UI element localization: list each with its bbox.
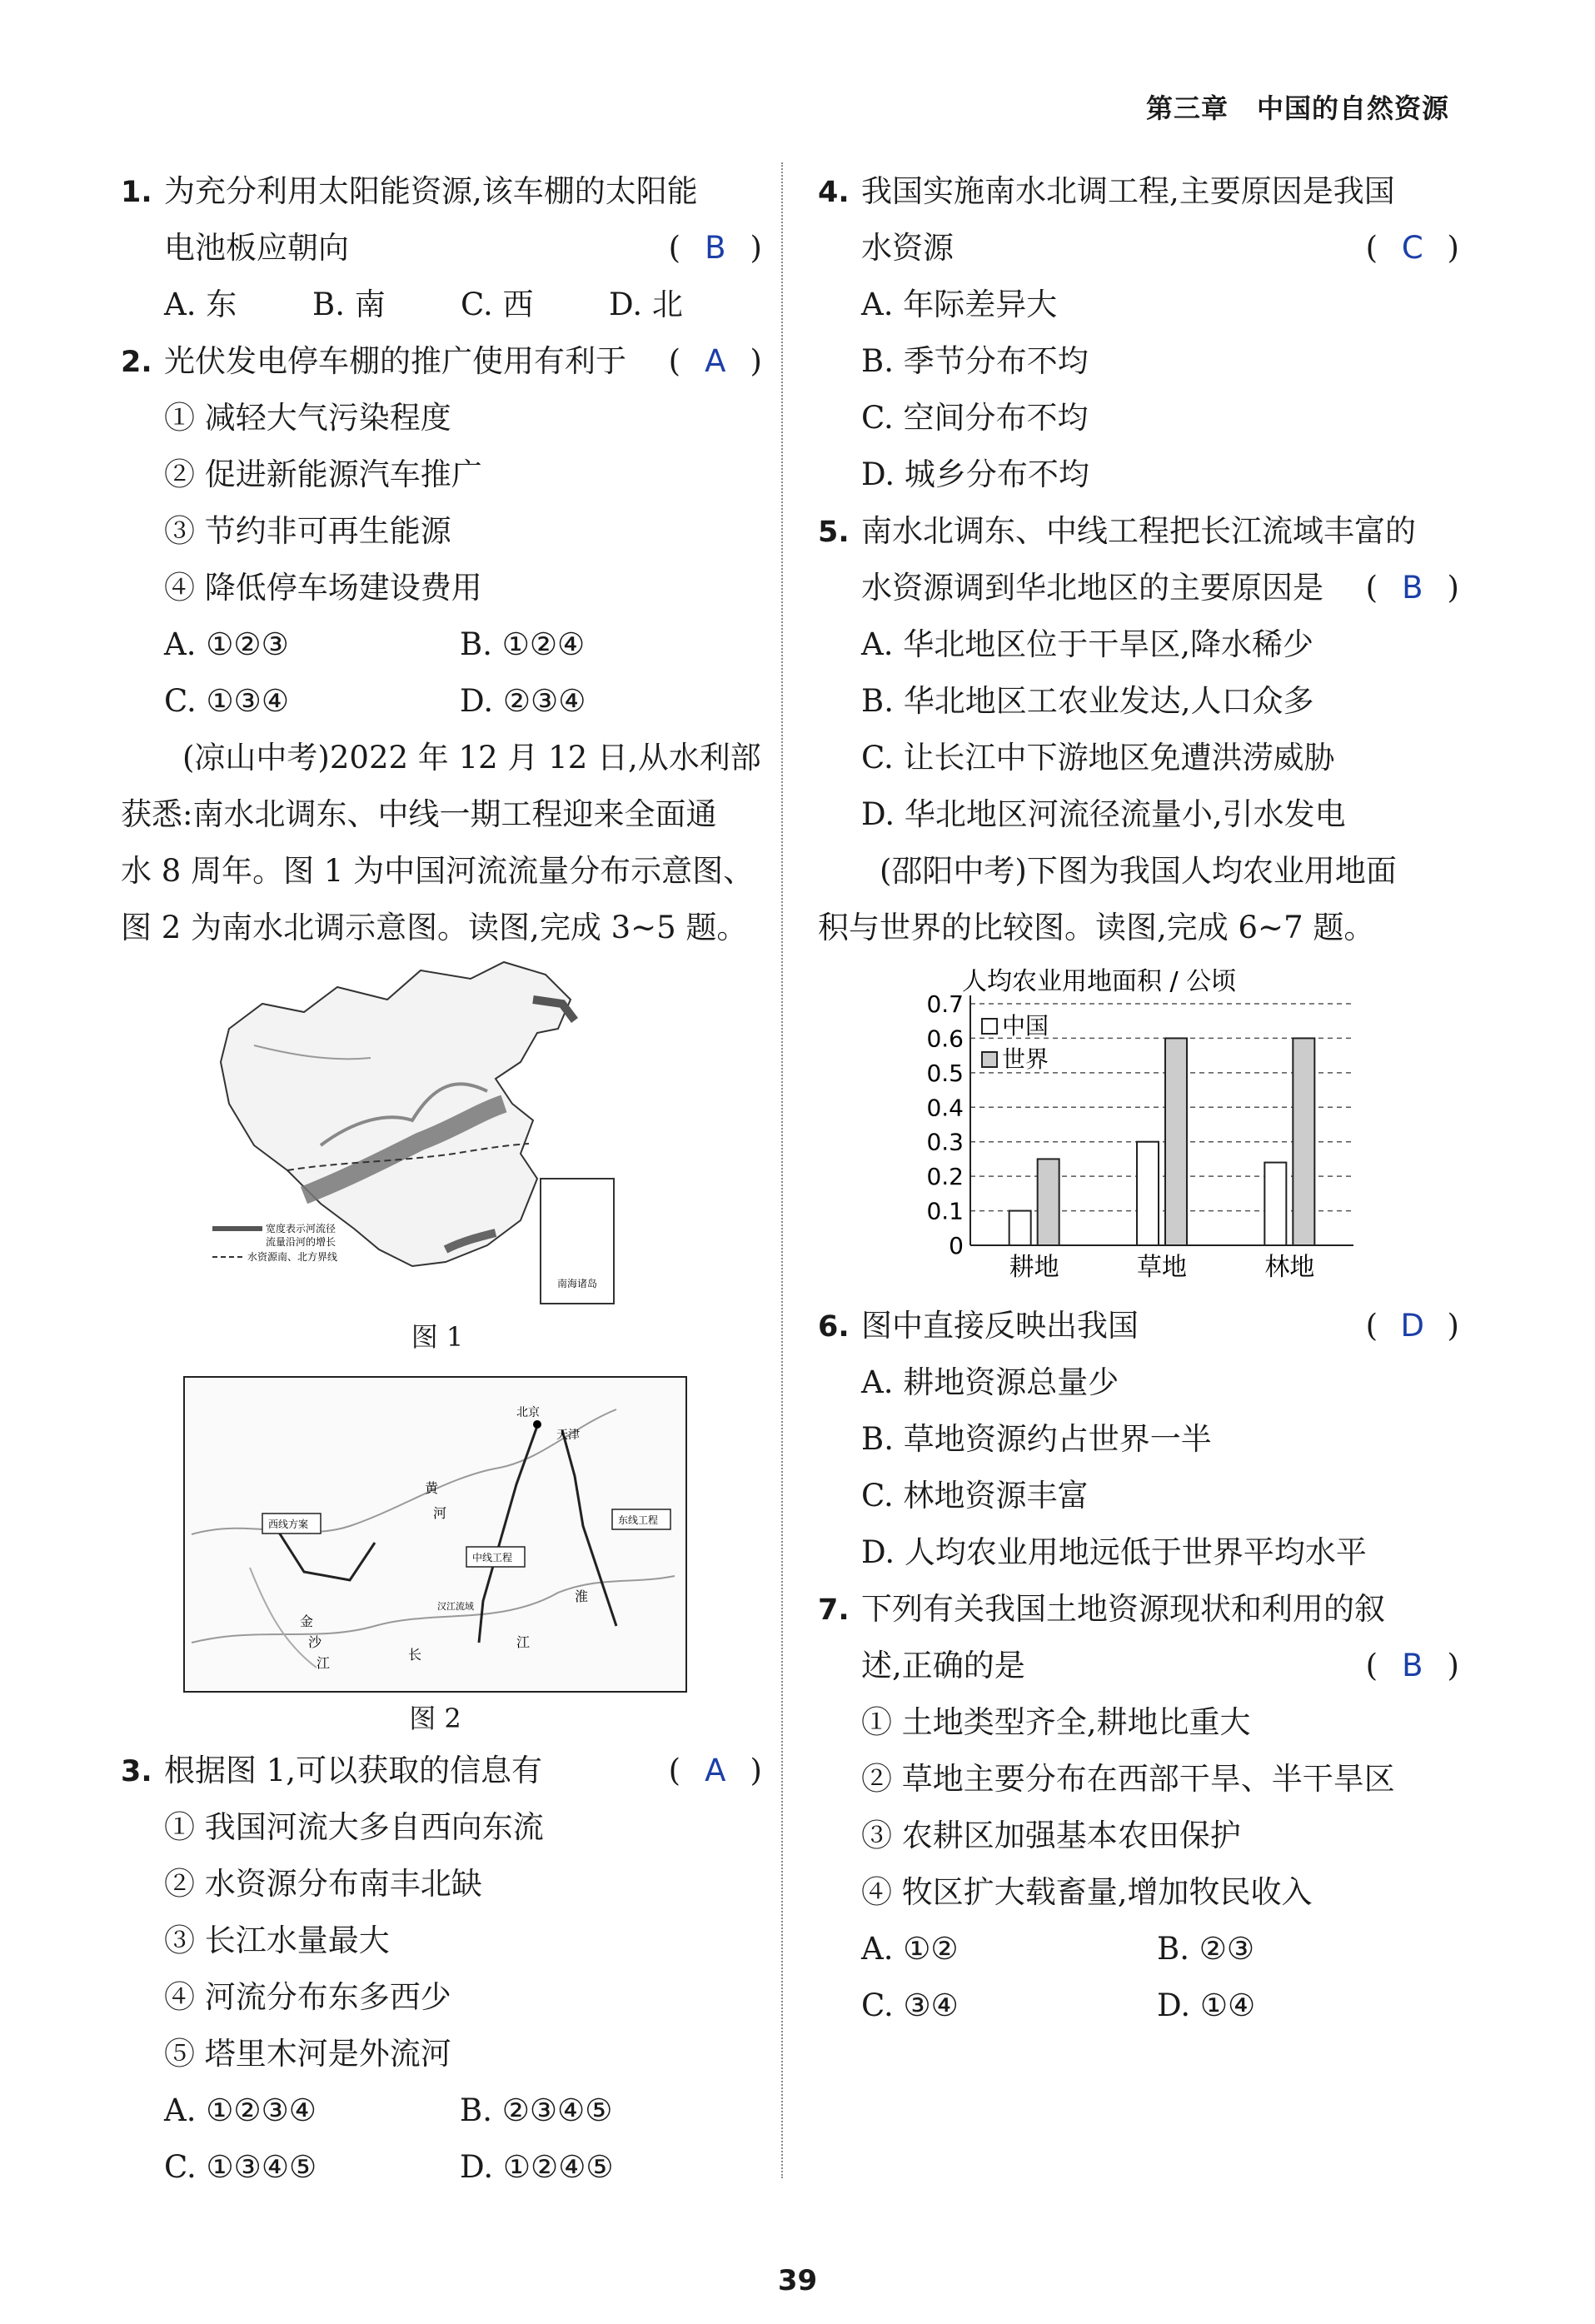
q5-answer: ( B ) — [1366, 560, 1459, 616]
q2-item-4: ④ 降低停车场建设费用 — [164, 570, 482, 606]
chapter-number: 第三章 — [1145, 92, 1229, 124]
y-tick-label-7: 0.7 — [926, 990, 964, 1018]
q7-option-c: C. ③④ — [861, 1987, 959, 2023]
q1-answer: ( B ) — [669, 220, 762, 277]
q6-q7-block — [818, 1298, 1459, 2034]
chart-x-ticks — [1009, 1253, 1315, 1282]
bar-中国-草地 — [1137, 1142, 1159, 1245]
intro35-line2: 获悉:南水北调东、中线一期工程迎来全面通 — [121, 796, 717, 832]
bar-中国-耕地 — [1009, 1211, 1031, 1245]
q2-answer-value: A — [705, 343, 726, 379]
q2-item-3: ③ 节约非可再生能源 — [164, 513, 451, 549]
q4-text2: 水资源 — [861, 230, 954, 266]
legend-flow-text2: 流量沿河的增长 — [266, 1236, 336, 1248]
q2-stem — [121, 333, 762, 390]
legend-swatch-0 — [982, 1019, 997, 1034]
q6-option-c: C. 林地资源丰富 — [861, 1478, 1089, 1514]
q4-option-d: D. 城乡分布不均 — [861, 456, 1089, 492]
intro35-line4: 图 2 为南水北调示意图。读图,完成 3~5 题。 — [121, 910, 748, 945]
q2-answer: ( A ) — [669, 333, 762, 390]
q6-option-d: D. 人均农业用地远低于世界平均水平 — [861, 1534, 1367, 1570]
bar-世界-草地 — [1165, 1038, 1187, 1245]
q4-option-c: C. 空间分布不均 — [861, 400, 1089, 436]
intro35-line3: 水 8 周年。图 1 为中国河流流量分布示意图、 — [121, 853, 755, 889]
river-label-jiang: 江 — [317, 1655, 331, 1671]
q6-option-b: B. 草地资源约占世界一半 — [861, 1421, 1212, 1457]
q1-option-c: C. 西 — [461, 287, 534, 322]
q7-option-a: A. ①② — [861, 1931, 959, 1967]
chapter-header — [1146, 87, 1449, 126]
figure1-river-flow-map — [204, 954, 687, 1312]
q3-options-row2 — [121, 2139, 762, 2196]
q6-number: 6. — [818, 1310, 850, 1344]
q6-text: 图中直接反映出我国 — [861, 1308, 1139, 1344]
legend-label-1: 世界 — [1002, 1045, 1049, 1073]
q5-answer-value: B — [1402, 570, 1423, 606]
q2-option-a: A. ①②③ — [164, 626, 289, 662]
q2-text: 光伏发电停车棚的推广使用有利于 — [164, 343, 626, 379]
q2-number: 2. — [121, 346, 152, 379]
map-frame — [184, 1377, 686, 1692]
inset-label: 南海诸岛 — [556, 1278, 598, 1289]
y-tick-label-0: 0 — [949, 1232, 964, 1259]
q2-option-b: B. ①②④ — [460, 626, 586, 662]
west-route-label: 西线方案 — [268, 1519, 309, 1530]
q5-text2: 水资源调到华北地区的主要原因是 — [861, 570, 1323, 606]
q3-item-1: ① 我国河流大多自西向东流 — [164, 1809, 544, 1845]
river-label-chang: 长 — [408, 1647, 422, 1663]
q2-item-2: ② 促进新能源汽车推广 — [164, 456, 482, 492]
intro35-line1: (凉山中考)2022 年 12 月 12 日,从水利部 — [182, 740, 761, 775]
y-tick-label-5: 0.5 — [926, 1059, 964, 1087]
east-route-label: 东线工程 — [618, 1514, 659, 1526]
river-label-huang: 黄 — [425, 1480, 439, 1496]
q7-option-b: B. ②③ — [1157, 1931, 1255, 1967]
right-column — [818, 163, 1459, 956]
q7-option-d: D. ①④ — [1157, 1987, 1256, 2023]
q3-item-5: ⑤ 塔里木河是外流河 — [164, 2036, 451, 2072]
q1-option-a: A. 东 — [164, 287, 237, 322]
q4-answer: ( C ) — [1366, 220, 1459, 277]
chapter-title: 中国的自然资源 — [1256, 92, 1449, 124]
q6-stem — [818, 1298, 1459, 1354]
q7-number: 7. — [818, 1593, 850, 1627]
q3-options-row1 — [121, 2082, 762, 2139]
q4-number: 4. — [818, 176, 850, 209]
q1-number: 1. — [121, 176, 152, 209]
q7-options-row1 — [818, 1921, 1459, 1977]
q4-answer-value: C — [1401, 230, 1423, 266]
q7-stem-line1 — [818, 1581, 1459, 1638]
q3-answer: ( A ) — [669, 1743, 762, 1799]
q7-item-2: ② 草地主要分布在西部干旱、半干旱区 — [861, 1761, 1395, 1797]
q1-text2: 电池板应朝向 — [164, 230, 349, 266]
river-label-sha: 沙 — [308, 1634, 322, 1650]
x-tick-label-0: 耕地 — [1009, 1253, 1059, 1282]
y-tick-label-6: 0.6 — [926, 1025, 964, 1053]
q5-option-a: A. 华北地区位于干旱区,降水稀少 — [861, 626, 1314, 662]
legend-swatch-1 — [982, 1052, 997, 1067]
q2-option-d: D. ②③④ — [460, 683, 586, 719]
q2-options-row2 — [121, 673, 762, 730]
q5-option-c: C. 让长江中下游地区免遭洪涝威胁 — [861, 740, 1335, 775]
q3-item-4: ④ 河流分布东多西少 — [164, 1979, 451, 2015]
q5-option-b: B. 华北地区工农业发达,人口众多 — [861, 683, 1314, 719]
q1-text: 为充分利用太阳能资源,该车棚的太阳能 — [164, 173, 698, 209]
q4-stem-line1 — [818, 163, 1459, 220]
q4-text: 我国实施南水北调工程,主要原因是我国 — [861, 173, 1395, 209]
legend-label-0: 中国 — [1002, 1012, 1049, 1040]
q4-option-a: A. 年际差异大 — [861, 287, 1058, 322]
left-column — [121, 163, 762, 956]
q7-options-row2 — [818, 1977, 1459, 2034]
q5-text: 南水北调东、中线工程把长江流域丰富的 — [861, 513, 1416, 549]
q7-item-4: ④ 牧区扩大载畜量,增加牧民收入 — [861, 1874, 1313, 1910]
q4-option-b: B. 季节分布不均 — [861, 343, 1089, 379]
q2-item-1: ① 减轻大气污染程度 — [164, 400, 451, 436]
page-number: 39 — [777, 2264, 818, 2297]
y-tick-label-1: 0.1 — [926, 1197, 964, 1225]
q5-stem-line2 — [818, 560, 1459, 616]
y-tick-label-2: 0.2 — [926, 1163, 964, 1191]
q1-option-b: B. 南 — [312, 287, 386, 322]
q1-answer-value: B — [705, 230, 726, 266]
q5-option-d: D. 华北地区河流径流量小,引水发电 — [861, 796, 1346, 832]
q3-block — [121, 1743, 762, 2196]
q1-stem-line1 — [121, 163, 762, 220]
y-tick-label-4: 0.4 — [926, 1094, 964, 1122]
q6-answer-value: D — [1400, 1308, 1425, 1344]
q3-option-d: D. ①②④⑤ — [460, 2149, 614, 2185]
q2-options-row1 — [121, 616, 762, 673]
q7-item-1: ① 土地类型齐全,耕地比重大 — [861, 1704, 1251, 1740]
chart-title: 人均农业用地面积 / 公顷 — [962, 967, 1237, 996]
chart-legend — [982, 1012, 1049, 1073]
q1-options — [121, 277, 762, 333]
river-label-han: 汉江流域 — [437, 1601, 474, 1612]
beijing-marker — [533, 1420, 541, 1429]
q5-stem-line1 — [818, 503, 1459, 560]
river-label-he: 河 — [433, 1505, 447, 1521]
intro67-line2: 积与世界的比较图。读图,完成 6~7 题。 — [818, 910, 1375, 945]
figure1-caption: 图 1 — [411, 1321, 464, 1353]
q7-answer: ( B ) — [1366, 1638, 1459, 1694]
x-tick-label-2: 林地 — [1264, 1253, 1315, 1282]
column-divider — [781, 162, 783, 2178]
figure2-caption: 图 2 — [409, 1703, 461, 1734]
beijing-label: 北京 — [516, 1406, 540, 1419]
q7-stem-line2 — [818, 1638, 1459, 1694]
bar-世界-林地 — [1293, 1038, 1314, 1245]
legend-flow-text1: 宽度表示河流径 — [266, 1223, 336, 1234]
q3-text: 根据图 1,可以获取的信息有 — [164, 1753, 543, 1788]
q1-stem-line2 — [121, 220, 762, 277]
q6-answer: ( D ) — [1366, 1298, 1459, 1354]
x-tick-label-1: 草地 — [1137, 1253, 1187, 1282]
chart-y-ticks — [926, 990, 964, 1259]
bar-中国-林地 — [1264, 1163, 1286, 1245]
q3-option-c: C. ①③④⑤ — [164, 2149, 317, 2185]
q3-item-2: ② 水资源分布南丰北缺 — [164, 1866, 482, 1902]
q3-option-b: B. ②③④⑤ — [460, 2092, 613, 2128]
q7-answer-value: B — [1402, 1648, 1423, 1683]
q3-option-a: A. ①②③④ — [164, 2092, 317, 2128]
river-label-huai: 淮 — [575, 1588, 589, 1604]
legend-boundary-text: 水资源南、北方界线 — [247, 1251, 338, 1263]
figure2-diversion-map — [183, 1376, 687, 1693]
middle-route-label: 中线工程 — [472, 1552, 513, 1563]
q1-option-d: D. 北 — [609, 287, 683, 322]
river-label-jin: 金 — [300, 1613, 314, 1629]
farmland-comparison-chart — [912, 966, 1378, 1291]
bar-世界-耕地 — [1038, 1159, 1059, 1245]
china-outline — [221, 962, 571, 1266]
q5-number: 5. — [818, 516, 850, 549]
q2-option-c: C. ①③④ — [164, 683, 290, 719]
q7-text: 下列有关我国土地资源现状和利用的叙 — [861, 1591, 1385, 1627]
q3-number: 3. — [121, 1755, 152, 1788]
intro67-line1: (邵阳中考)下图为我国人均农业用地面 — [880, 853, 1397, 889]
q7-text2: 述,正确的是 — [861, 1648, 1025, 1683]
q3-stem — [121, 1743, 762, 1799]
q6-option-a: A. 耕地资源总量少 — [861, 1364, 1119, 1400]
q4-stem-line2 — [818, 220, 1459, 277]
tianjin-label: 天津 — [556, 1429, 580, 1442]
river-label-jiang2: 江 — [516, 1634, 531, 1650]
y-tick-label-3: 0.3 — [926, 1128, 964, 1156]
q3-item-3: ③ 长江水量最大 — [164, 1923, 390, 1958]
q3-answer-value: A — [705, 1753, 726, 1788]
q7-item-3: ③ 农耕区加强基本农田保护 — [861, 1818, 1241, 1853]
